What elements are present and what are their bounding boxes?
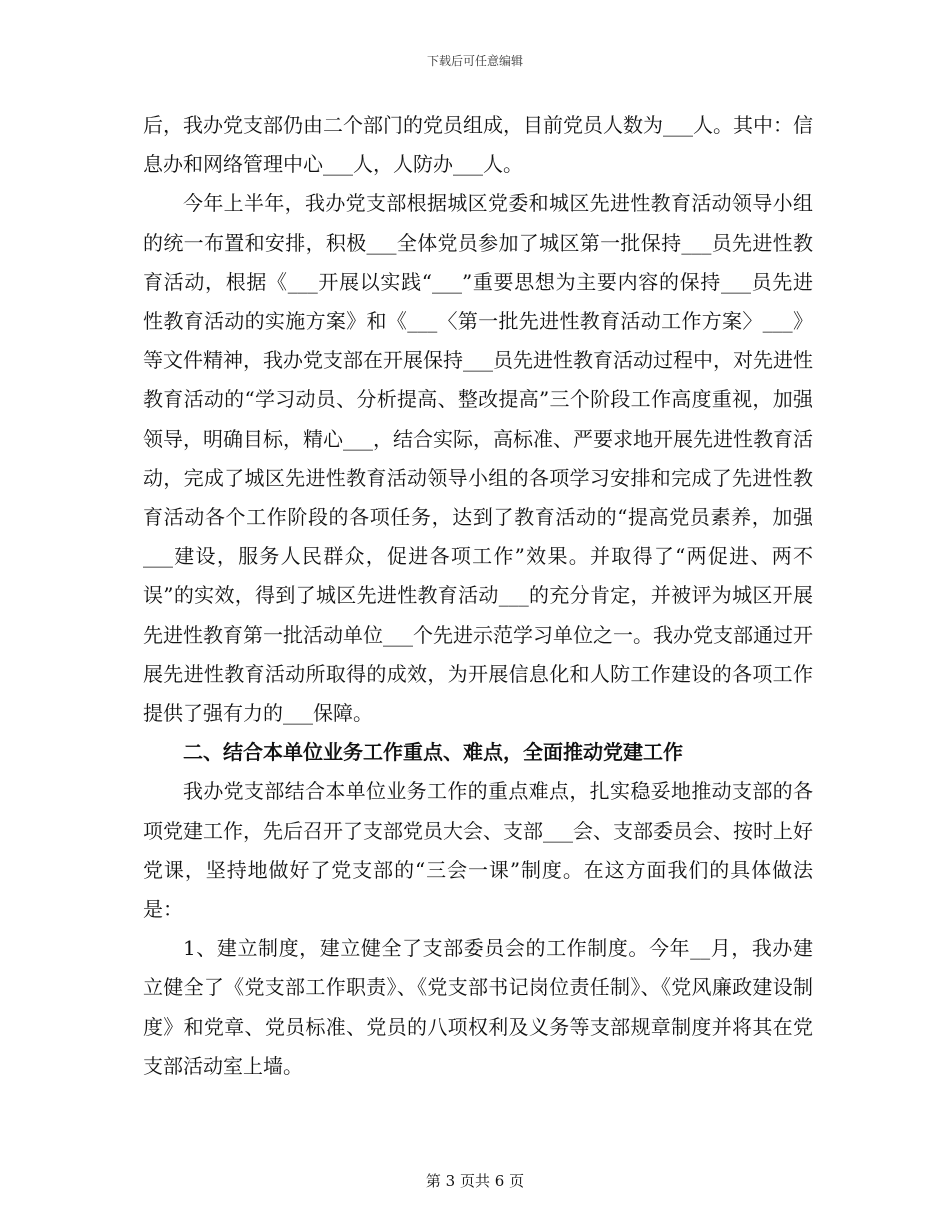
section-heading: 二、结合本单位业务工作重点、难点，全面推动党建工作 [183, 740, 683, 765]
paragraph-continuation: 后，我办党支部仍由二个部门的党员组成，目前党员人数为___人。其中：信息办和网络管理中心___人，人防办___人。 [143, 113, 813, 177]
document-body [143, 106, 813, 1086]
page-number: 第 3 页共 6 页 [425, 1172, 525, 1190]
paragraph-system-building: 1、建立制度，建立健全了支部委员会的工作制度。今年__月，我办建立健全了《党支部工作职责》、《党支部书记岗位责任制》、《党风廉政建设制度》和党章、党员标准、党员的八项权利及义务等支部规章制度并将其在党支部活动室上墙。 [143, 936, 813, 1078]
paragraph-education-activity: 今年上半年，我办党支部根据城区党委和城区先进性教育活动领导小组的统一布置和安排，积极___全体党员参加了城区第一批保持___员先进性教育活动，根据《___开展以实践“___”重要思想为主要内容的保持___员先进性教育活动的实施方案》和《___〈第一批先进性教育活动工作方案〉___》等文件精神，我办党支部在开展保持___员先进性教育活动过程中，对先进性教育活动的“学习动员、分析提高、整改提高”三个阶段工作高度重视，加强领导，明确目标，精心___，结合实际，高标准、严要求地开展先进性教育活动，完成了城区先进性教育活动领导小组的各项学习安排和完成了先进性教育活动各个工作阶段的各项任务，达到了教育活动的“提高党员素养，加强___建设，服务人民群众，促进各项工作”效果。并取得了“两促进、两不误”的实效，得到了城区先进性教育活动___的充分肯定，并被评为城区开展先进性教育第一批活动单位___个先进示范学习单位之一。我办党支部通过开展先进性教育活动所取得的成效，为开展信息化和人防工作建设的各项工作提供了强有力的___保障。 [143, 191, 813, 726]
paragraph-party-building: 我办党支部结合本单位业务工作的重点难点，扎实稳妥地推动支部的各项党建工作，先后召开了支部党员大会、支部___会、支部委员会、按时上好党课，坚持地做好了党支部的“三会一课”制度。在这方面我们的具体做法是： [143, 779, 813, 922]
page-header-note: 下载后可任意编辑 [426, 54, 523, 68]
